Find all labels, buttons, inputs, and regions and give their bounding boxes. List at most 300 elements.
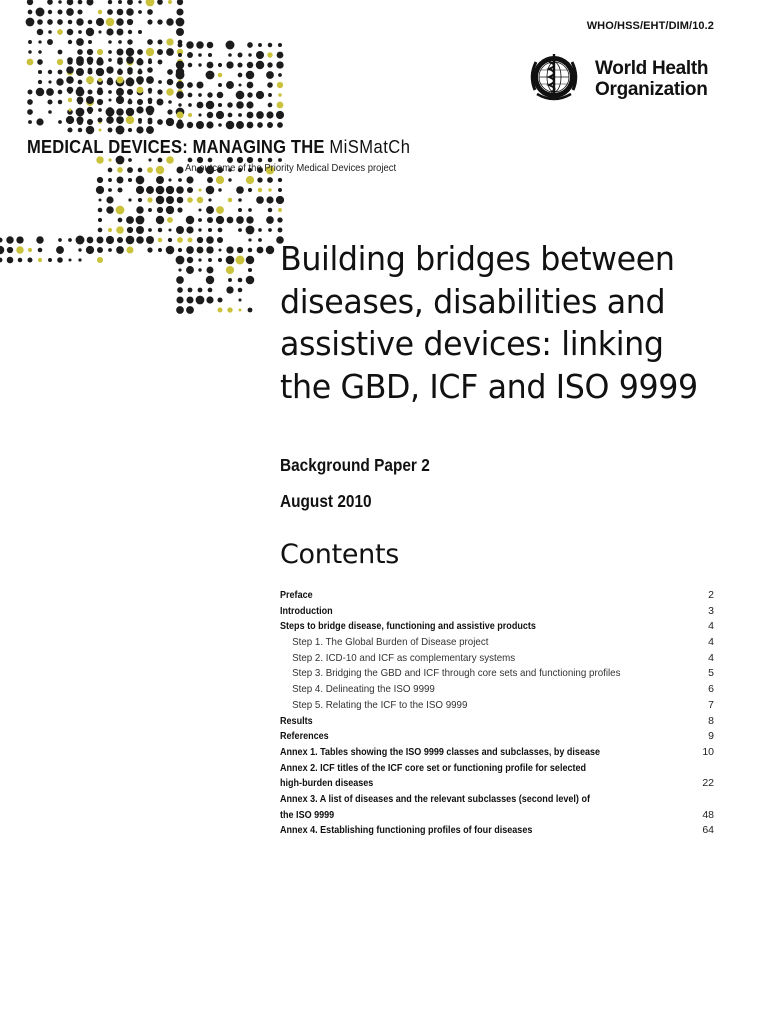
halftone-dot xyxy=(87,57,94,64)
halftone-dot xyxy=(256,51,264,59)
halftone-dot xyxy=(228,278,232,282)
toc-entry[interactable] xyxy=(280,761,714,777)
halftone-dot xyxy=(178,248,182,252)
toc-entry-label: Introduction xyxy=(280,604,333,617)
halftone-dot xyxy=(217,297,222,302)
halftone-dot xyxy=(136,176,145,185)
halftone-dot xyxy=(38,50,42,54)
halftone-dot xyxy=(197,237,203,243)
halftone-dot xyxy=(176,121,184,129)
who-emblem-icon xyxy=(525,50,583,108)
halftone-dot xyxy=(108,128,113,133)
halftone-dot xyxy=(226,61,233,68)
halftone-dot xyxy=(276,111,284,119)
halftone-dot xyxy=(38,248,43,253)
halftone-dot xyxy=(176,18,185,27)
toc-entry-label: Preface xyxy=(280,589,313,601)
halftone-dot xyxy=(218,308,223,313)
halftone-dot xyxy=(58,90,63,95)
halftone-dot xyxy=(218,248,221,251)
halftone-dot xyxy=(176,296,183,303)
halftone-dot xyxy=(186,216,194,224)
toc-entry[interactable] xyxy=(280,745,714,761)
halftone-dot xyxy=(247,42,253,48)
halftone-dot xyxy=(138,168,143,173)
halftone-dot xyxy=(56,246,64,254)
halftone-dot xyxy=(186,296,193,303)
halftone-dot xyxy=(117,187,122,192)
halftone-dot xyxy=(128,98,131,101)
halftone-dot xyxy=(177,287,183,293)
halftone-dot xyxy=(197,247,204,254)
halftone-dot xyxy=(116,246,124,254)
halftone-dot xyxy=(228,178,231,181)
halftone-dot xyxy=(98,30,101,33)
halftone-dot xyxy=(168,100,172,104)
halftone-dot xyxy=(58,100,62,104)
halftone-dot xyxy=(187,247,193,253)
halftone-dot xyxy=(226,121,235,130)
halftone-dot xyxy=(248,188,252,192)
halftone-dot xyxy=(167,79,174,86)
halftone-dot xyxy=(77,97,84,104)
halftone-dot xyxy=(218,73,223,78)
halftone-dot xyxy=(117,49,124,56)
toc-entry-label: Step 3. Bridging the GBD and ICF through core sets and functioning profiles xyxy=(292,667,621,680)
halftone-dot xyxy=(86,126,95,135)
halftone-dot xyxy=(188,238,193,243)
halftone-dot xyxy=(248,248,252,252)
table-of-contents xyxy=(280,588,714,839)
halftone-dot xyxy=(46,88,54,96)
halftone-dot xyxy=(198,208,201,211)
halftone-dot xyxy=(176,166,183,173)
halftone-dot xyxy=(107,107,113,113)
series-title-mismatch: MiSMatCh xyxy=(329,137,411,157)
who-logo xyxy=(525,50,725,108)
halftone-dot xyxy=(247,82,254,89)
halftone-dot xyxy=(176,28,184,36)
halftone-dot xyxy=(247,92,252,97)
halftone-dot xyxy=(26,18,35,27)
halftone-dot xyxy=(66,116,74,124)
halftone-dot xyxy=(47,39,53,45)
halftone-dot xyxy=(166,38,173,45)
halftone-dot xyxy=(207,247,214,254)
halftone-dot xyxy=(246,256,255,265)
toc-entry[interactable] xyxy=(280,792,714,808)
toc-entry-page: 4 xyxy=(708,620,714,633)
halftone-dot xyxy=(7,257,14,264)
halftone-dot xyxy=(28,120,32,124)
halftone-dot xyxy=(238,113,242,117)
halftone-dot xyxy=(188,63,192,67)
halftone-dot xyxy=(127,0,133,5)
halftone-dot xyxy=(98,198,101,201)
toc-entry-page: 8 xyxy=(708,714,714,727)
halftone-dot xyxy=(67,29,74,36)
halftone-dot xyxy=(57,19,63,25)
halftone-dot xyxy=(137,87,144,94)
halftone-dot xyxy=(116,108,124,116)
halftone-dot xyxy=(218,103,222,107)
toc-entry-label: Step 5. Relating the ICF to the ISO 9999 xyxy=(292,698,468,711)
halftone-dot xyxy=(136,76,144,84)
halftone-dot xyxy=(117,9,124,16)
halftone-dot xyxy=(227,307,232,312)
toc-entry-label: Annex 2. ICF titles of the ICF core set or functioning profile for selected xyxy=(280,761,587,774)
halftone-dot xyxy=(257,247,264,254)
halftone-dot xyxy=(276,61,283,68)
halftone-dot xyxy=(157,99,164,106)
halftone-dot xyxy=(36,8,45,17)
halftone-dot xyxy=(126,56,134,64)
halftone-dot xyxy=(176,81,184,89)
halftone-dot xyxy=(117,29,124,36)
halftone-dot xyxy=(28,258,33,263)
halftone-dot xyxy=(28,50,31,53)
halftone-dot xyxy=(127,167,133,173)
halftone-dot xyxy=(117,177,124,184)
toc-entry[interactable] xyxy=(280,651,714,667)
halftone-dot xyxy=(266,71,274,79)
halftone-dot xyxy=(108,50,112,54)
halftone-dot xyxy=(98,10,102,14)
halftone-dot xyxy=(206,296,213,303)
halftone-dot xyxy=(38,40,41,43)
toc-entry[interactable] xyxy=(280,698,714,714)
halftone-dot xyxy=(57,29,63,35)
halftone-dot xyxy=(157,39,162,44)
halftone-dot xyxy=(208,198,211,201)
halftone-dot xyxy=(67,57,73,63)
toc-entry-label: Annex 3. A list of diseases and the relevant subclasses (second level) of xyxy=(280,792,590,805)
halftone-dot xyxy=(177,0,183,5)
halftone-dot xyxy=(86,28,94,36)
halftone-dot xyxy=(87,237,94,244)
halftone-dot xyxy=(87,49,93,55)
halftone-dot xyxy=(88,90,93,95)
halftone-dot xyxy=(57,257,63,263)
halftone-dot xyxy=(148,98,153,103)
toc-entry-label: References xyxy=(280,730,329,743)
halftone-dot xyxy=(128,178,132,182)
document-title: Building bridges between diseases, disabilities and assistive devices: linking the GBD, ICF and ISO 9999 xyxy=(280,239,698,406)
halftone-dot xyxy=(177,237,183,243)
halftone-dot xyxy=(146,106,155,115)
halftone-dot xyxy=(236,256,245,265)
halftone-dot xyxy=(136,106,143,113)
toc-entry[interactable] xyxy=(280,682,714,698)
halftone-dot xyxy=(108,248,112,252)
halftone-dot xyxy=(218,228,223,233)
halftone-dot xyxy=(166,186,174,194)
halftone-dot xyxy=(118,88,122,92)
halftone-dot xyxy=(48,10,52,14)
toc-entry[interactable] xyxy=(280,729,714,745)
halftone-dot xyxy=(86,246,94,254)
halftone-dot xyxy=(277,102,284,109)
halftone-dot xyxy=(237,62,242,67)
halftone-dot xyxy=(216,176,224,184)
halftone-dot xyxy=(256,61,264,69)
halftone-dot xyxy=(108,168,113,173)
halftone-dot xyxy=(97,87,102,92)
halftone-dot xyxy=(167,69,173,75)
toc-entry[interactable] xyxy=(280,619,714,635)
halftone-dot xyxy=(168,238,172,242)
toc-entry-page: 7 xyxy=(708,698,714,711)
halftone-dot xyxy=(217,92,224,99)
halftone-dot xyxy=(108,40,112,44)
halftone-dot xyxy=(48,80,51,83)
halftone-dot xyxy=(78,30,82,34)
halftone-dot xyxy=(28,40,32,44)
halftone-dot xyxy=(78,248,81,251)
halftone-dot xyxy=(176,61,184,69)
halftone-dot xyxy=(238,208,242,212)
halftone-dot xyxy=(238,278,243,283)
halftone-dot xyxy=(197,197,203,203)
halftone-dot xyxy=(178,53,182,57)
halftone-dot xyxy=(266,111,273,118)
halftone-dot xyxy=(127,39,132,44)
halftone-dot xyxy=(208,53,212,57)
halftone-dot xyxy=(88,68,93,73)
toc-entry-label: Results xyxy=(280,714,313,727)
halftone-dot xyxy=(206,236,214,244)
halftone-dot xyxy=(97,57,103,63)
toc-entry[interactable] xyxy=(280,823,714,839)
halftone-dot xyxy=(247,122,254,129)
halftone-dot xyxy=(98,128,101,131)
halftone-dot xyxy=(156,196,164,204)
toc-entry-label: the ISO 9999 xyxy=(280,808,335,821)
halftone-dot xyxy=(78,128,83,133)
halftone-dot xyxy=(236,186,244,194)
halftone-dot xyxy=(38,70,42,74)
halftone-dot xyxy=(37,59,43,65)
toc-entry[interactable] xyxy=(280,588,714,604)
halftone-dot xyxy=(196,121,204,129)
halftone-dot xyxy=(206,206,214,214)
halftone-dot xyxy=(248,53,251,56)
halftone-dot xyxy=(186,176,193,183)
halftone-dot xyxy=(88,40,92,44)
halftone-dot xyxy=(167,217,173,223)
halftone-dot xyxy=(166,246,175,255)
halftone-dot xyxy=(48,110,52,114)
halftone-dot xyxy=(187,52,193,58)
halftone-dot xyxy=(206,186,215,195)
halftone-dot xyxy=(146,0,155,6)
halftone-dot xyxy=(246,101,253,108)
halftone-dot xyxy=(136,236,144,244)
halftone-dot xyxy=(177,207,182,212)
organization-name: World Health Organization xyxy=(595,58,709,100)
halftone-dot xyxy=(147,247,152,252)
halftone-dot xyxy=(98,118,103,123)
halftone-dot xyxy=(187,122,193,128)
series-title: MEDICAL DEVICES: MANAGING THE MiSMatCh xyxy=(27,137,411,157)
halftone-dot xyxy=(67,0,74,5)
halftone-dot xyxy=(278,43,282,47)
halftone-dot xyxy=(136,216,145,225)
halftone-dot xyxy=(48,30,52,34)
halftone-dot xyxy=(198,93,202,97)
halftone-dot xyxy=(158,158,163,163)
halftone-dot xyxy=(238,83,241,86)
halftone-dot xyxy=(196,296,205,305)
halftone-dot xyxy=(28,10,33,15)
halftone-dot xyxy=(166,88,174,96)
halftone-dot xyxy=(266,216,274,224)
halftone-dot xyxy=(186,266,194,274)
halftone-dot xyxy=(97,177,103,183)
halftone-dot xyxy=(108,0,112,4)
halftone-dot xyxy=(208,258,212,262)
halftone-dot xyxy=(96,68,104,76)
halftone-dot xyxy=(97,237,104,244)
halftone-dot xyxy=(108,58,112,62)
halftone-dot xyxy=(76,56,84,64)
halftone-dot xyxy=(76,68,84,76)
contents-heading: Contents xyxy=(280,539,400,570)
toc-entry[interactable] xyxy=(280,635,714,651)
halftone-dot xyxy=(267,82,273,88)
halftone-dot xyxy=(27,99,33,105)
halftone-dot xyxy=(227,217,234,224)
toc-entry-page: 48 xyxy=(702,808,714,821)
halftone-dot xyxy=(27,109,33,115)
halftone-dot xyxy=(68,108,71,111)
halftone-dot xyxy=(57,59,63,65)
halftone-dot xyxy=(58,50,63,55)
halftone-dot xyxy=(157,119,163,125)
halftone-dot xyxy=(247,112,254,119)
halftone-dot xyxy=(206,121,213,128)
toc-entry[interactable] xyxy=(280,776,714,792)
toc-entry-page: 64 xyxy=(702,824,714,837)
halftone-dot xyxy=(68,258,71,261)
toc-entry-page: 5 xyxy=(708,667,714,680)
halftone-dot xyxy=(207,112,213,118)
halftone-dot xyxy=(236,101,244,109)
halftone-dot xyxy=(108,158,111,161)
halftone-dot xyxy=(78,258,81,261)
halftone-dot xyxy=(207,62,214,69)
toc-entry-label: Step 2. ICD-10 and ICF as complementary systems xyxy=(292,651,516,664)
halftone-dot xyxy=(107,9,113,15)
halftone-dot xyxy=(188,103,192,107)
toc-entry[interactable] xyxy=(280,808,714,824)
halftone-dot xyxy=(158,80,162,84)
halftone-dot xyxy=(226,266,234,274)
halftone-dot xyxy=(157,207,163,213)
halftone-dot xyxy=(178,178,182,182)
halftone-dot xyxy=(278,188,282,192)
toc-entry-label: Step 4. Delineating the ISO 9999 xyxy=(292,683,435,696)
halftone-dot xyxy=(76,38,84,46)
halftone-dot xyxy=(18,258,23,263)
halftone-dot xyxy=(136,186,144,194)
halftone-dot xyxy=(198,228,201,231)
halftone-dot xyxy=(96,186,104,194)
halftone-dot xyxy=(186,226,193,233)
halftone-dot xyxy=(147,39,153,45)
halftone-dot xyxy=(58,120,62,124)
toc-entry-page: 22 xyxy=(702,777,714,790)
halftone-dot xyxy=(126,236,135,245)
halftone-dot xyxy=(218,63,222,67)
halftone-dot xyxy=(268,43,273,48)
halftone-dot xyxy=(108,98,111,101)
toc-entry[interactable] xyxy=(280,714,714,730)
halftone-dot xyxy=(256,196,264,204)
document-subtitle: Background Paper 2 xyxy=(280,455,430,475)
halftone-dot xyxy=(208,228,212,232)
halftone-dot xyxy=(176,8,183,15)
halftone-dot xyxy=(216,206,224,214)
halftone-dot xyxy=(138,10,142,14)
halftone-dot xyxy=(157,89,162,94)
toc-entry-label: Annex 4. Establishing functioning profiles of four diseases xyxy=(280,824,533,837)
halftone-dot xyxy=(138,198,142,202)
toc-entry-page: 10 xyxy=(702,745,714,758)
halftone-dot xyxy=(148,158,151,161)
halftone-dot xyxy=(128,198,131,201)
halftone-dot xyxy=(0,258,2,263)
halftone-dot xyxy=(206,71,215,80)
halftone-dot xyxy=(207,92,212,97)
toc-entry[interactable] xyxy=(280,666,714,682)
halftone-dot xyxy=(138,30,142,34)
halftone-dot xyxy=(238,198,242,202)
halftone-dot xyxy=(147,197,152,202)
halftone-dot xyxy=(117,57,123,63)
halftone-dot xyxy=(238,308,241,311)
halftone-dot xyxy=(127,77,132,82)
halftone-dot xyxy=(127,247,134,254)
halftone-dot xyxy=(116,76,123,83)
halftone-dot xyxy=(176,226,184,234)
halftone-dot xyxy=(48,258,52,262)
halftone-dot xyxy=(98,78,102,82)
halftone-dot xyxy=(258,228,262,232)
halftone-dot xyxy=(78,80,83,85)
halftone-dot xyxy=(236,91,245,100)
halftone-dot xyxy=(218,123,222,127)
halftone-dot xyxy=(6,236,13,243)
halftone-dot xyxy=(216,216,224,224)
halftone-dot xyxy=(256,111,264,119)
halftone-dot xyxy=(78,0,83,4)
halftone-dot xyxy=(147,19,152,24)
halftone-dot xyxy=(7,247,13,253)
halftone-dot xyxy=(226,246,233,253)
halftone-dot xyxy=(68,40,72,44)
halftone-dot xyxy=(166,206,174,214)
halftone-dot xyxy=(148,228,152,232)
halftone-dot xyxy=(158,248,162,252)
halftone-dot xyxy=(238,288,243,293)
halftone-dot xyxy=(278,228,283,233)
halftone-dot xyxy=(157,19,162,24)
halftone-dot xyxy=(277,122,283,128)
toc-entry[interactable] xyxy=(280,604,714,620)
halftone-dot xyxy=(248,268,252,272)
halftone-dot xyxy=(47,19,53,25)
